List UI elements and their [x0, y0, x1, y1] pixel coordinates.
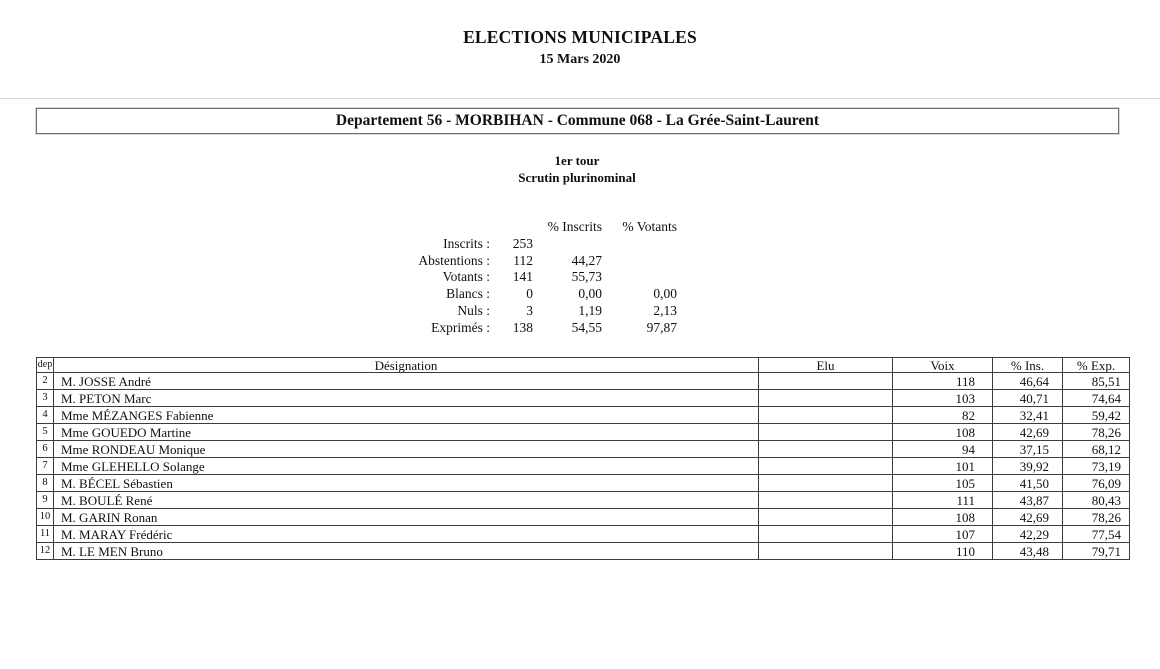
summary-header-row: [350, 219, 677, 236]
result-pct-exp: 78,26: [1063, 424, 1130, 441]
summary-row-pct-inscrits: 44,27: [571, 252, 602, 268]
result-designation: M. LE MEN Bruno: [54, 543, 759, 560]
header-designation: Désignation: [54, 358, 759, 373]
result-elu: [759, 526, 893, 543]
results-header-row: [37, 358, 1130, 373]
summary-row-label: Nuls :: [457, 302, 490, 318]
result-row: [37, 441, 1130, 458]
summary-row: [350, 236, 677, 253]
summary-row-pct-inscrits: 0,00: [578, 286, 602, 302]
summary-header-pct-inscrits: % Inscrits: [547, 219, 602, 234]
result-row: [37, 543, 1130, 560]
results-body: [37, 373, 1130, 560]
page-top-divider: [0, 98, 1160, 99]
result-voix: 94: [893, 441, 993, 458]
result-pct-exp: 74,64: [1063, 390, 1130, 407]
result-elu: [759, 407, 893, 424]
result-row: [37, 526, 1130, 543]
commune-banner-text: Departement 56 - MORBIHAN - Commune 068 - La Grée-Saint-Laurent: [335, 112, 820, 129]
round-block: [36, 152, 1118, 186]
result-elu: [759, 373, 893, 390]
participation-summary: [350, 219, 677, 337]
summary-row-value: 253: [512, 235, 533, 251]
result-dep: 3: [37, 390, 54, 407]
result-elu: [759, 492, 893, 509]
summary-row-pct-inscrits: 54,55: [571, 319, 602, 335]
summary-row-label: Abstentions :: [418, 252, 490, 268]
result-pct-exp: 78,26: [1063, 509, 1130, 526]
result-voix: 107: [893, 526, 993, 543]
result-voix: 82: [893, 407, 993, 424]
result-row: [37, 390, 1130, 407]
summary-row-pct-votants: 0,00: [653, 286, 677, 302]
result-elu: [759, 458, 893, 475]
result-pct-exp: 73,19: [1063, 458, 1130, 475]
result-pct-ins: 42,29: [993, 526, 1063, 543]
result-designation: Mme MÉZANGES Fabienne: [54, 407, 759, 424]
summary-row-value: 3: [526, 302, 533, 318]
result-pct-exp: 85,51: [1063, 373, 1130, 390]
summary-row-label: Inscrits :: [443, 235, 490, 251]
summary-row: [350, 303, 677, 320]
result-voix: 108: [893, 509, 993, 526]
summary-row-value: 141: [512, 269, 533, 285]
result-designation: Mme RONDEAU Monique: [54, 441, 759, 458]
result-pct-ins: 41,50: [993, 475, 1063, 492]
result-elu: [759, 441, 893, 458]
summary-row-label: Exprimés :: [431, 319, 490, 335]
result-pct-exp: 59,42: [1063, 407, 1130, 424]
round-line2: Scrutin plurinominal: [518, 170, 636, 185]
result-voix: 108: [893, 424, 993, 441]
result-voix: 105: [893, 475, 993, 492]
result-elu: [759, 509, 893, 526]
result-pct-ins: 37,15: [993, 441, 1063, 458]
result-voix: 103: [893, 390, 993, 407]
summary-row: [350, 320, 677, 337]
result-elu: [759, 475, 893, 492]
result-row: [37, 509, 1130, 526]
result-dep: 9: [37, 492, 54, 509]
result-pct-exp: 77,54: [1063, 526, 1130, 543]
summary-row-label: Votants :: [442, 269, 490, 285]
summary-row-pct-inscrits: [533, 236, 602, 253]
summary-row-value: 0: [526, 286, 533, 302]
result-designation: Mme GLEHELLO Solange: [54, 458, 759, 475]
result-row: [37, 475, 1130, 492]
summary-row-pct-inscrits: 1,19: [578, 302, 602, 318]
result-pct-ins: 42,69: [993, 424, 1063, 441]
result-row: [37, 373, 1130, 390]
result-designation: M. JOSSE André: [54, 373, 759, 390]
header-pct-ins: % Ins.: [993, 358, 1063, 373]
result-voix: 101: [893, 458, 993, 475]
header-voix: Voix: [893, 358, 993, 373]
summary-row-label: Blancs :: [446, 286, 490, 302]
result-designation: M. BÉCEL Sébastien: [54, 475, 759, 492]
summary-header-pct-votants: % Votants: [622, 219, 677, 234]
result-row: [37, 424, 1130, 441]
result-designation: M. GARIN Ronan: [54, 509, 759, 526]
result-voix: 118: [893, 373, 993, 390]
summary-header-spacer: [350, 219, 490, 236]
result-designation: M. BOULÉ René: [54, 492, 759, 509]
result-dep: 5: [37, 424, 54, 441]
result-dep: 8: [37, 475, 54, 492]
result-row: [37, 407, 1130, 424]
header-pct-exp: % Exp.: [1063, 358, 1130, 373]
summary-row-pct-votants: 97,87: [646, 319, 677, 335]
summary-row: [350, 269, 677, 286]
result-dep: 12: [37, 543, 54, 560]
result-pct-ins: 39,92: [993, 458, 1063, 475]
summary-row: [350, 253, 677, 270]
result-designation: M. PETON Marc: [54, 390, 759, 407]
summary-row-pct-votants: 2,13: [653, 302, 677, 318]
result-pct-ins: 40,71: [993, 390, 1063, 407]
result-dep: 7: [37, 458, 54, 475]
result-designation: Mme GOUEDO Martine: [54, 424, 759, 441]
result-pct-ins: 32,41: [993, 407, 1063, 424]
result-pct-exp: 80,43: [1063, 492, 1130, 509]
result-pct-exp: 79,71: [1063, 543, 1130, 560]
result-pct-ins: 42,69: [993, 509, 1063, 526]
title-block: [0, 27, 1160, 68]
result-pct-ins: 46,64: [993, 373, 1063, 390]
result-pct-ins: 43,87: [993, 492, 1063, 509]
summary-row-value: 112: [513, 252, 533, 268]
result-voix: 111: [893, 492, 993, 509]
summary-row-pct-votants: [602, 236, 677, 253]
result-designation: M. MARAY Frédéric: [54, 526, 759, 543]
result-dep: 2: [37, 373, 54, 390]
summary-row-pct-votants: [602, 253, 677, 270]
result-pct-exp: 68,12: [1063, 441, 1130, 458]
result-voix: 110: [893, 543, 993, 560]
result-row: [37, 458, 1130, 475]
result-dep: 4: [37, 407, 54, 424]
summary-row-value: 138: [512, 319, 533, 335]
result-elu: [759, 424, 893, 441]
result-dep: 6: [37, 441, 54, 458]
document-date: 15 Mars 2020: [539, 52, 621, 67]
document-title: ELECTIONS MUNICIPALES: [463, 27, 697, 47]
result-pct-ins: 43,48: [993, 543, 1063, 560]
results-table: [36, 357, 1130, 560]
summary-row-pct-inscrits: 55,73: [571, 269, 602, 285]
header-dep: dep: [37, 358, 54, 373]
summary-rows: [350, 236, 677, 337]
summary-header-spacer: [490, 219, 533, 236]
header-elu: Elu: [759, 358, 893, 373]
result-dep: 11: [37, 526, 54, 543]
result-row: [37, 492, 1130, 509]
summary-row: [350, 286, 677, 303]
result-pct-exp: 76,09: [1063, 475, 1130, 492]
round-line1: 1er tour: [554, 153, 600, 168]
result-elu: [759, 390, 893, 407]
result-elu: [759, 543, 893, 560]
commune-banner: [36, 108, 1119, 134]
summary-row-pct-votants: [602, 269, 677, 286]
result-dep: 10: [37, 509, 54, 526]
